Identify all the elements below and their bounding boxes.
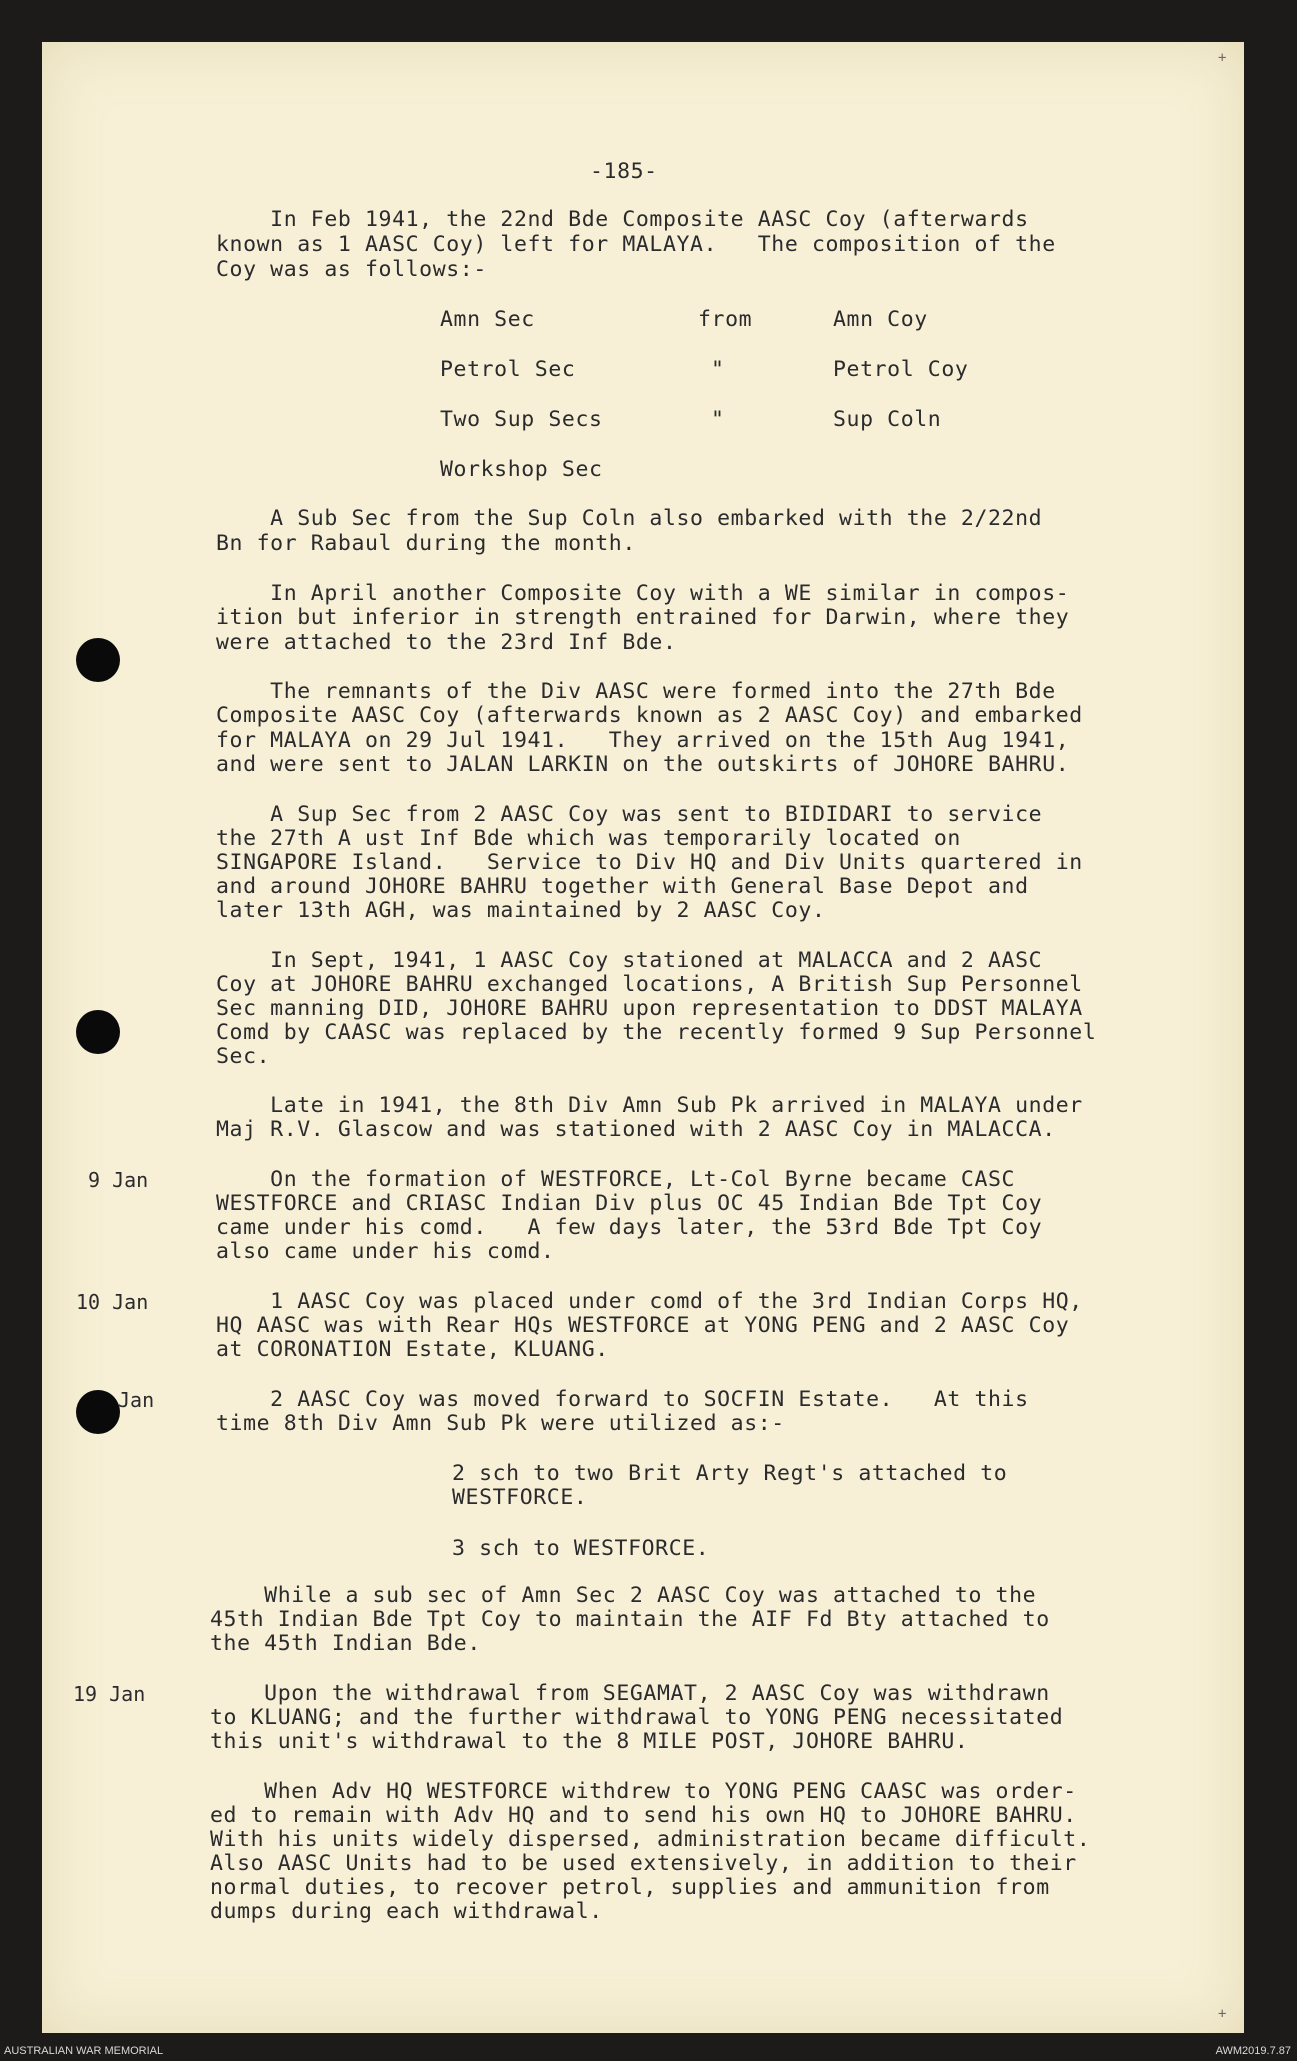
paragraph-line: time 8th Div Amn Sub Pk were utilized as:- (216, 1411, 785, 1436)
paragraph-line: A Sub Sec from the Sup Coln also embarked with the 2/22nd (216, 506, 1043, 531)
paragraph-line: Bn for Rabaul during the month. (216, 531, 636, 556)
table-cell: Amn Coy (833, 307, 928, 332)
paragraph-line: HQ AASC was with Rear HQs WESTFORCE at YONG PENG and 2 AASC Coy (216, 1313, 1070, 1338)
paragraph-line: for MALAYA on 29 Jul 1941. They arrived on the 15th Aug 1941, (216, 728, 1070, 753)
paragraph-line: also came under his comd. (216, 1239, 555, 1264)
paragraph-line: In April another Composite Coy with a WE similar in compos- (216, 581, 1070, 606)
paragraph-line: The remnants of the Div AASC were formed into the 27th Bde (216, 679, 1056, 704)
footer-institution: AUSTRALIAN WAR MEMORIAL (4, 2045, 164, 2057)
margin-date: 19 Jan (73, 1682, 146, 1706)
paragraph-line: With his units widely dispersed, administration became difficult. (210, 1827, 1091, 1852)
margin-date: 9 Jan (88, 1168, 149, 1192)
paragraph-line: A Sup Sec from 2 AASC Coy was sent to BIDIDARI to service (216, 802, 1043, 827)
paragraph-line: were attached to the 23rd Inf Bde. (216, 630, 677, 655)
paragraph-line: this unit's withdrawal to the 8 MILE POST, JOHORE BAHRU. (210, 1729, 969, 1754)
paragraph-line: the 45th Indian Bde. (210, 1631, 481, 1656)
table-cell: " (711, 407, 725, 432)
paragraph-line: 2 sch to two Brit Arty Regt's attached to (452, 1461, 1008, 1486)
paragraph-line: at CORONATION Estate, KLUANG. (216, 1337, 609, 1362)
table-cell: Workshop Sec (440, 457, 603, 482)
paragraph-line: Comd by CAASC was replaced by the recently formed 9 Sup Personnel (216, 1020, 1097, 1045)
paragraph-line: the 27th A ust Inf Bde which was temporarily located on (216, 826, 961, 851)
paragraph-line: Also AASC Units had to be used extensively, in addition to their (210, 1851, 1077, 1876)
paragraph-line: and were sent to JALAN LARKIN on the outskirts of JOHORE BAHRU. (216, 752, 1070, 777)
paragraph-line: and around JOHORE BAHRU together with General Base Depot and (216, 874, 1029, 899)
paragraph-line: normal duties, to recover petrol, supplies and ammunition from (210, 1875, 1050, 1900)
margin-date: Jan (118, 1388, 155, 1412)
paragraph-line: later 13th AGH, was maintained by 2 AASC Coy. (216, 898, 826, 923)
paragraph-line: Sec. (216, 1044, 271, 1069)
paragraph-line: 2 AASC Coy was moved forward to SOCFIN Estate. At this (216, 1387, 1029, 1412)
paragraph-line: Upon the withdrawal from SEGAMAT, 2 AASC Coy was withdrawn (210, 1681, 1050, 1706)
page-number: -185- (590, 159, 658, 184)
paragraph-line: to KLUANG; and the further withdrawal to YONG PENG necessitated (210, 1705, 1064, 1730)
paragraph-line: WESTFORCE and CRIASC Indian Div plus OC 45 Indian Bde Tpt Coy (216, 1191, 1043, 1216)
paragraph-line: Coy at JOHORE BAHRU exchanged locations, A British Sup Personnel (216, 972, 1083, 997)
footer-accession-number: AWM2019.7.87 (1215, 2045, 1291, 2057)
paragraph-line: SINGAPORE Island. Service to Div HQ and Div Units quartered in (216, 850, 1083, 875)
paragraph-line: Sec manning DID, JOHORE BAHRU upon representation to DDST MALAYA (216, 996, 1083, 1021)
table-cell: Two Sup Secs (440, 407, 603, 432)
paragraph-line: Late in 1941, the 8th Div Amn Sub Pk arrived in MALAYA under (216, 1093, 1083, 1118)
paragraph-line: Composite AASC Coy (afterwards known as 2 AASC Coy) and embarked (216, 703, 1083, 728)
corner-tick: + (1218, 50, 1227, 66)
paragraph-line: On the formation of WESTFORCE, Lt-Col Byrne became CASC (216, 1167, 1016, 1192)
corner-tick: + (1218, 2006, 1227, 2022)
paragraph-line: WESTFORCE. (452, 1485, 588, 1510)
paragraph-line: ition but inferior in strength entrained for Darwin, where they (216, 605, 1070, 630)
paragraph-line: Coy was as follows:- (216, 257, 487, 282)
paragraph-line: ed to remain with Adv HQ and to send his own HQ to JOHORE BAHRU. (210, 1803, 1077, 1828)
paragraph-line: 45th Indian Bde Tpt Coy to maintain the AIF Fd Bty attached to (210, 1607, 1050, 1632)
table-cell: Petrol Coy (833, 357, 969, 382)
paragraph-line: While a sub sec of Amn Sec 2 AASC Coy was attached to the (210, 1583, 1037, 1608)
table-cell: Sup Coln (833, 407, 942, 432)
paragraph-line: came under his comd. A few days later, the 53rd Bde Tpt Coy (216, 1215, 1043, 1240)
paragraph-line: 1 AASC Coy was placed under comd of the 3rd Indian Corps HQ, (216, 1289, 1083, 1314)
table-cell: Petrol Sec (440, 357, 576, 382)
paragraph-line: Maj R.V. Glascow and was stationed with 2 AASC Coy in MALACCA. (216, 1117, 1056, 1142)
punch-hole (76, 1390, 120, 1434)
table-cell: Amn Sec (440, 307, 535, 332)
table-cell: " (711, 357, 725, 382)
margin-date: 10 Jan (76, 1290, 149, 1314)
paragraph-line: 3 sch to WESTFORCE. (452, 1536, 710, 1561)
paragraph-line: In Sept, 1941, 1 AASC Coy stationed at MALACCA and 2 AASC (216, 948, 1043, 973)
table-cell: from (698, 307, 753, 332)
paragraph-line: When Adv HQ WESTFORCE withdrew to YONG PENG CAASC was order- (210, 1779, 1077, 1804)
paragraph-line: dumps during each withdrawal. (210, 1899, 603, 1924)
paragraph-line: In Feb 1941, the 22nd Bde Composite AASC Coy (afterwards (216, 207, 1029, 232)
punch-hole (76, 1010, 120, 1054)
punch-hole (76, 638, 120, 682)
paragraph-line: known as 1 AASC Coy) left for MALAYA. The composition of the (216, 232, 1056, 257)
